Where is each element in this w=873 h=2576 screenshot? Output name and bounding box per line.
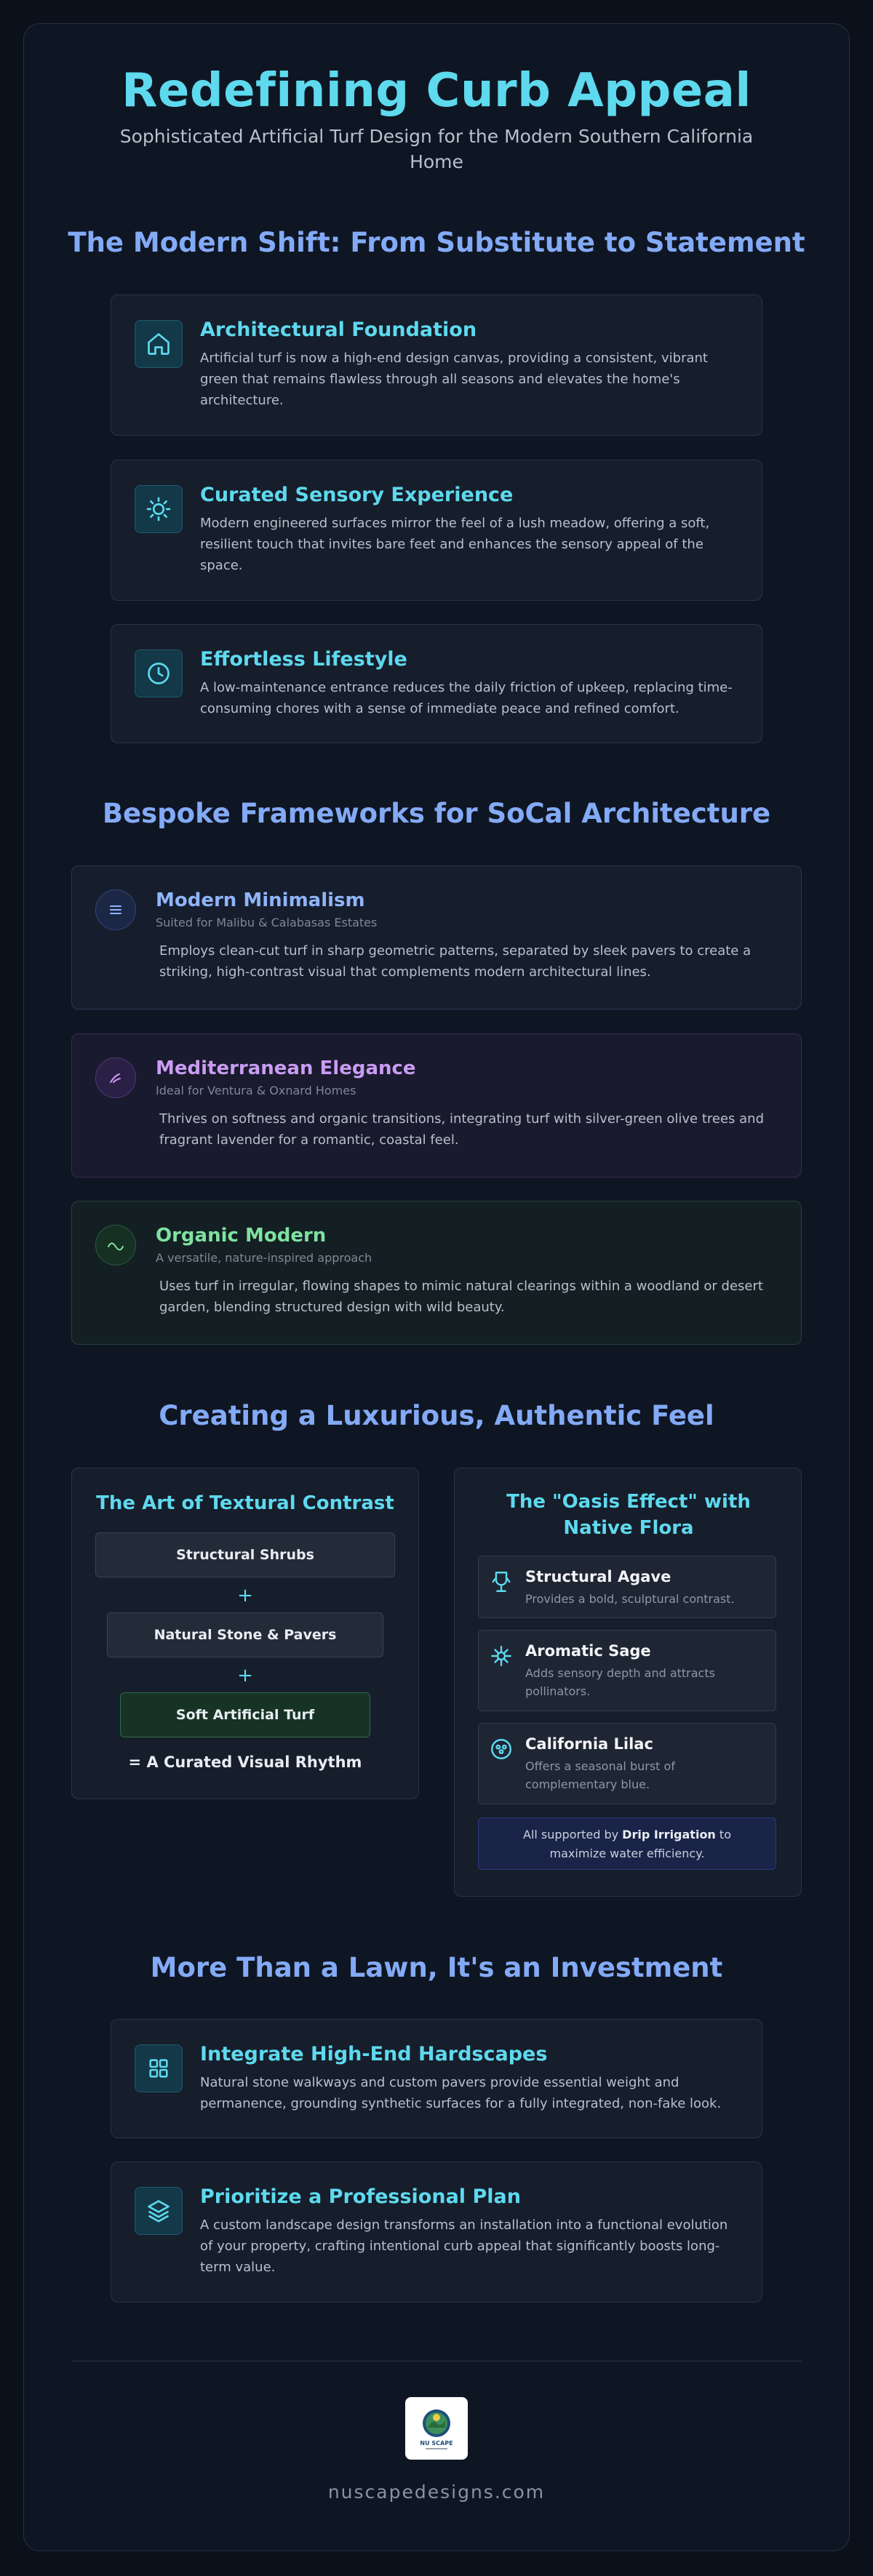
section-title-feel: Creating a Luxurious, Authentic Feel [159, 1400, 714, 1431]
irrigation-note-bold: Drip Irrigation [622, 1828, 716, 1841]
irrigation-note-suffix: to maximize water efficiency. [549, 1828, 731, 1860]
oasis-panel [454, 1468, 802, 1897]
framework-subtitle: Ideal for Ventura & Oxnard Homes [156, 1084, 356, 1097]
card-title: Integrate High-End Hardscapes [200, 2043, 548, 2065]
home-icon [135, 320, 183, 368]
card-text: A low-maintenance entrance reduces the daily friction of upkeep, replacing time-consuming chores with a sense of immediate peace and refined comfort. [200, 680, 733, 716]
plant-name: California Lilac [525, 1735, 653, 1753]
card-text: Modern engineered surfaces mirror the feel of a lush meadow, offering a soft, resilient touch that invites bare feet and enhances the sensory appeal of the space. [200, 516, 710, 573]
layers-icon [135, 2187, 183, 2235]
framework-text: Thrives on softness and organic transitions, integrating turf with silver-green olive trees and fragrant lavender for a romantic, coastal feel. [159, 1111, 764, 1148]
menu-lines-icon [95, 889, 136, 930]
logo-emblem-icon [405, 2397, 468, 2460]
framework-subtitle: Suited for Malibu & Calabasas Estates [156, 916, 378, 929]
framework-card-minimalism [71, 865, 802, 1009]
framework-title: Organic Modern [156, 1225, 327, 1247]
oasis-panel-title: The "Oasis Effect" with Native Flora [506, 1491, 751, 1539]
framework-subtitle: A versatile, nature-inspired approach [156, 1251, 372, 1265]
visual-rhythm-result: = A Curated Visual Rhythm [128, 1753, 362, 1771]
card-text: Natural stone walkways and custom pavers provide essential weight and permanence, grounding synthetic surfaces for a fully integrated, non-fake look. [200, 2075, 722, 2111]
framework-text: Uses turf in irregular, flowing shapes to mimic natural clearings within a woodland or desert garden, blending structured design with wild beauty. [159, 1279, 763, 1315]
plant-name: Structural Agave [525, 1568, 671, 1585]
sage-sprig-icon [489, 1644, 514, 1668]
plant-name: Aromatic Sage [525, 1642, 651, 1660]
company-logo [405, 2397, 468, 2460]
logo-text: NU SCAPE [420, 2440, 453, 2447]
card-title: Prioritize a Professional Plan [200, 2185, 521, 2208]
plus-sign: + [237, 1585, 253, 1607]
page-subtitle: Sophisticated Artificial Turf Design for the Modern Southern California Home [119, 126, 754, 172]
framework-title: Modern Minimalism [156, 889, 365, 911]
grid-icon [135, 2044, 183, 2092]
sun-icon [135, 485, 183, 533]
plant-desc: Offers a seasonal burst of complementary blue. [525, 1759, 675, 1791]
website-link[interactable]: nuscapedesigns.com [327, 2481, 546, 2503]
texture-panel-title: The Art of Textural Contrast [96, 1492, 394, 1514]
plant-card-agave [478, 1556, 776, 1618]
investment-card [111, 2019, 762, 2138]
feature-card [111, 460, 762, 601]
investment-card [111, 2161, 762, 2303]
section-title-investment: More Than a Lawn, It's an Investment [150, 1952, 723, 1983]
agave-icon [489, 1569, 514, 1594]
clock-icon [135, 649, 183, 697]
plant-desc: Adds sensory depth and attracts pollinators. [525, 1666, 715, 1698]
card-title: Architectural Foundation [200, 319, 477, 341]
flower-icon [489, 1737, 514, 1761]
page-title: Redefining Curb Appeal [121, 64, 752, 118]
section-title-frameworks: Bespoke Frameworks for SoCal Architecture [102, 798, 771, 829]
layer-shrubs: Structural Shrubs [95, 1532, 395, 1577]
feature-card [111, 295, 762, 436]
feature-card [111, 624, 762, 743]
framework-text: Employs clean-cut turf in sharp geometric patterns, separated by sleek pavers to create a striking, high-contrast visual that complements modern architectural lines. [159, 943, 752, 980]
section-title-shift: The Modern Shift: From Substitute to Statement [68, 227, 805, 258]
card-text: A custom landscape design transforms an installation into a functional evolution of your property, crafting intentional curb appeal that significantly boosts long-term value. [200, 2217, 728, 2275]
irrigation-note [478, 1817, 776, 1870]
card-text: Artificial turf is now a high-end design canvas, providing a consistent, vibrant green that remains flawless through all seasons and elevates the home's architecture. [200, 351, 708, 408]
card-title: Curated Sensory Experience [200, 484, 514, 506]
layer-turf: Soft Artificial Turf [120, 1692, 370, 1737]
plant-desc: Provides a bold, sculptural contrast. [525, 1592, 735, 1606]
plant-card-sage [478, 1630, 776, 1711]
plus-sign: + [237, 1665, 253, 1687]
card-title: Effortless Lifestyle [200, 648, 407, 671]
layer-stone: Natural Stone & Pavers [107, 1612, 383, 1657]
framework-card-organic [71, 1201, 802, 1345]
brush-stroke-icon [95, 1057, 136, 1098]
framework-card-mediterranean [71, 1033, 802, 1177]
wave-icon [95, 1225, 136, 1265]
irrigation-note-prefix: All supported by [523, 1828, 623, 1841]
framework-title: Mediterranean Elegance [156, 1057, 416, 1079]
plant-card-lilac [478, 1723, 776, 1804]
texture-panel [71, 1468, 419, 1799]
